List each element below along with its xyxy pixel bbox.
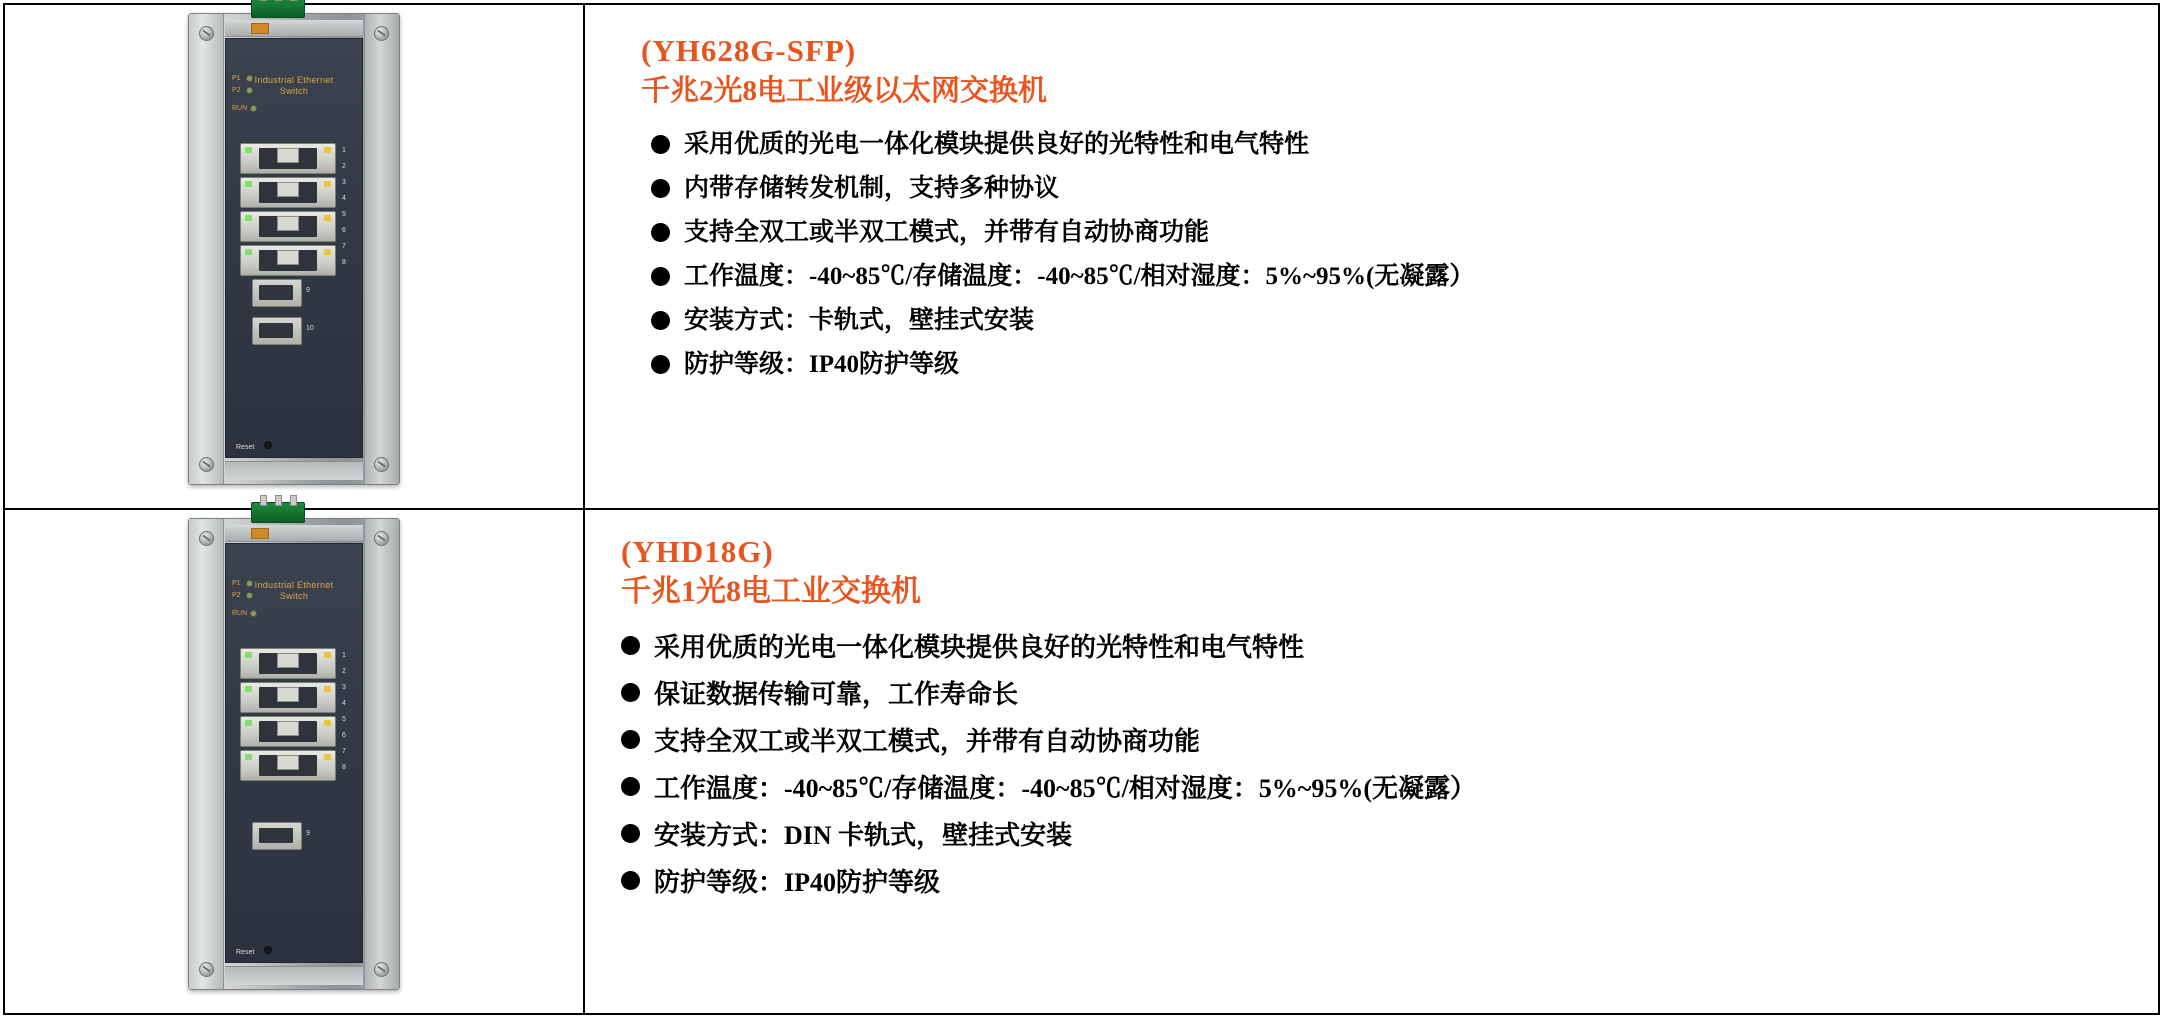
terminal-pin	[275, 0, 282, 1]
port-number-labels	[342, 143, 366, 271]
list-item	[651, 211, 2128, 255]
led-indicator	[250, 610, 257, 617]
product-photo-yh628g-sfp	[188, 13, 400, 485]
feature-text: 支持全双工或半双工模式，并带有自动协商功能	[684, 219, 1210, 246]
port-number: 1	[342, 652, 346, 659]
bullet-icon	[651, 223, 670, 242]
rj45-port	[240, 143, 336, 174]
list-item	[621, 671, 2128, 718]
rj45-port-group	[240, 143, 336, 276]
feature-text: 安装方式：卡轨式，壁挂式安装	[684, 307, 1035, 334]
led-indicator	[246, 87, 253, 94]
port-number: 6	[342, 227, 346, 234]
feature-text: 工作温度：-40~85℃/存储温度：-40~85℃/相对湿度：5%~95%(无凝露）	[654, 774, 1476, 803]
sfp-slot	[252, 317, 302, 345]
led-label-run: RUN	[232, 105, 248, 112]
reset-button[interactable]	[264, 441, 272, 449]
feature-text: 采用优质的光电一体化模块提供良好的光特性和电气特性	[654, 633, 1305, 662]
port-number: 2	[342, 163, 346, 170]
brand-line-2: Switch	[279, 591, 309, 601]
front-faceplate	[225, 543, 363, 963]
terminal-pin	[260, 0, 267, 1]
terminal-pin	[290, 0, 297, 1]
sfp-slot	[252, 279, 302, 307]
port-number: 8	[342, 764, 346, 771]
power-terminal-block	[251, 0, 305, 18]
product-subtitle: 千兆2光8电工业级以太网交换机	[641, 75, 1048, 107]
brand-line-2: Switch	[279, 86, 309, 96]
right-mounting-flange	[364, 14, 399, 484]
port-number: 10	[306, 325, 314, 332]
bottom-panel-strip	[225, 966, 363, 985]
bullet-icon	[621, 730, 640, 749]
reset-label: Reset	[236, 949, 255, 956]
screw-icon	[199, 457, 214, 472]
orange-indicator	[251, 528, 269, 539]
port-number: 5	[342, 211, 346, 218]
screw-icon	[374, 962, 389, 977]
sfp-number-label	[306, 321, 330, 337]
port-number: 1	[342, 147, 346, 154]
rj45-port	[240, 648, 336, 679]
feature-text: 采用优质的光电一体化模块提供良好的光特性和电气特性	[684, 131, 1310, 158]
port-number: 2	[342, 668, 346, 675]
terminal-pin	[290, 495, 297, 506]
right-mounting-flange	[364, 519, 399, 989]
list-item	[651, 255, 2128, 299]
rj45-port	[240, 177, 336, 208]
list-item	[621, 765, 2128, 812]
sfp-slot	[252, 822, 302, 850]
product-model: (YHD18G)	[621, 534, 774, 569]
bullet-icon	[621, 824, 640, 843]
left-mounting-flange	[189, 14, 224, 484]
led-label-p1: P1	[232, 75, 241, 82]
port-number: 3	[342, 684, 346, 691]
rj45-port	[240, 750, 336, 781]
product-image-cell-1	[4, 4, 584, 509]
screw-icon	[374, 531, 389, 546]
led-indicator	[246, 75, 253, 82]
led-indicator	[246, 580, 253, 587]
bullet-icon	[621, 777, 640, 796]
feature-text: 保证数据传输可靠，工作寿命长	[654, 680, 1019, 709]
led-label-p1: P1	[232, 580, 241, 587]
rj45-port	[240, 245, 336, 276]
bullet-icon	[651, 179, 670, 198]
rj45-port	[240, 716, 336, 747]
port-number: 4	[342, 195, 346, 202]
port-number: 7	[342, 243, 346, 250]
led-label-run: RUN	[232, 610, 248, 617]
terminal-pin	[275, 495, 282, 506]
feature-text: 防护等级：IP40防护等级	[654, 868, 941, 897]
list-item	[651, 299, 2128, 343]
port-number: 3	[342, 179, 346, 186]
port-number: 8	[342, 259, 346, 266]
list-item	[651, 343, 2128, 387]
terminal-pin	[260, 495, 267, 506]
port-number: 4	[342, 700, 346, 707]
list-item	[621, 812, 2128, 859]
sfp-number-label	[306, 826, 330, 842]
switch-chassis	[188, 13, 400, 485]
top-panel-strip	[225, 525, 363, 542]
top-panel-strip	[225, 20, 363, 37]
brand-line-1: Industrial Ethernet	[254, 580, 334, 590]
port-number: 6	[342, 732, 346, 739]
screw-icon	[374, 26, 389, 41]
port-number: 9	[306, 830, 310, 837]
feature-text: 内带存储转发机制，支持多种协议	[684, 175, 1060, 202]
screw-icon	[199, 531, 214, 546]
feature-list	[641, 123, 2128, 387]
bullet-icon	[621, 636, 640, 655]
product-photo-yhd18g	[188, 518, 400, 990]
feature-list	[621, 624, 2128, 906]
screw-icon	[374, 457, 389, 472]
bullet-icon	[651, 267, 670, 286]
orange-indicator	[251, 23, 269, 34]
feature-text: 工作温度：-40~85℃/存储温度：-40~85℃/相对湿度：5%~95%(无凝露）	[684, 263, 1475, 290]
led-indicator	[246, 592, 253, 599]
product-table	[3, 3, 2160, 1015]
led-label-p2: P2	[232, 87, 241, 94]
list-item	[621, 624, 2128, 671]
product-text-cell-1	[584, 4, 2159, 509]
led-label-p2: P2	[232, 592, 241, 599]
list-item	[621, 718, 2128, 765]
screw-icon	[199, 26, 214, 41]
product-image-cell-2	[4, 509, 584, 1014]
bullet-icon	[651, 311, 670, 330]
reset-label: Reset	[236, 444, 255, 451]
list-item	[651, 167, 2128, 211]
product-text-cell-2	[584, 509, 2159, 1014]
feature-text: 安装方式：DIN 卡轨式，壁挂式安装	[654, 821, 1073, 850]
product-model: (YH628G-SFP)	[641, 33, 857, 68]
list-item	[651, 123, 2128, 167]
brand-line-1: Industrial Ethernet	[254, 75, 334, 85]
bullet-icon	[651, 135, 670, 154]
bullet-icon	[621, 683, 640, 702]
feature-text: 防护等级：IP40防护等级	[684, 351, 960, 378]
rj45-port-group	[240, 648, 336, 781]
power-terminal-block	[251, 502, 305, 523]
table-row	[4, 509, 2159, 1014]
list-item	[621, 859, 2128, 906]
port-number: 9	[306, 287, 310, 294]
bullet-icon	[651, 355, 670, 374]
reset-button[interactable]	[264, 946, 272, 954]
rj45-port	[240, 682, 336, 713]
product-spec-sheet	[0, 3, 2161, 1025]
feature-text: 支持全双工或半双工模式，并带有自动协商功能	[654, 727, 1201, 756]
table-row	[4, 4, 2159, 509]
bottom-panel-strip	[225, 461, 363, 480]
switch-chassis	[188, 518, 400, 990]
product-subtitle: 千兆1光8电工业交换机	[621, 575, 921, 608]
sfp-number-label	[306, 283, 330, 299]
bullet-icon	[621, 871, 640, 890]
led-indicator	[250, 105, 257, 112]
port-number-labels	[342, 648, 366, 776]
screw-icon	[199, 962, 214, 977]
port-number: 7	[342, 748, 346, 755]
left-mounting-flange	[189, 519, 224, 989]
front-faceplate	[225, 38, 363, 458]
rj45-port	[240, 211, 336, 242]
port-number: 5	[342, 716, 346, 723]
